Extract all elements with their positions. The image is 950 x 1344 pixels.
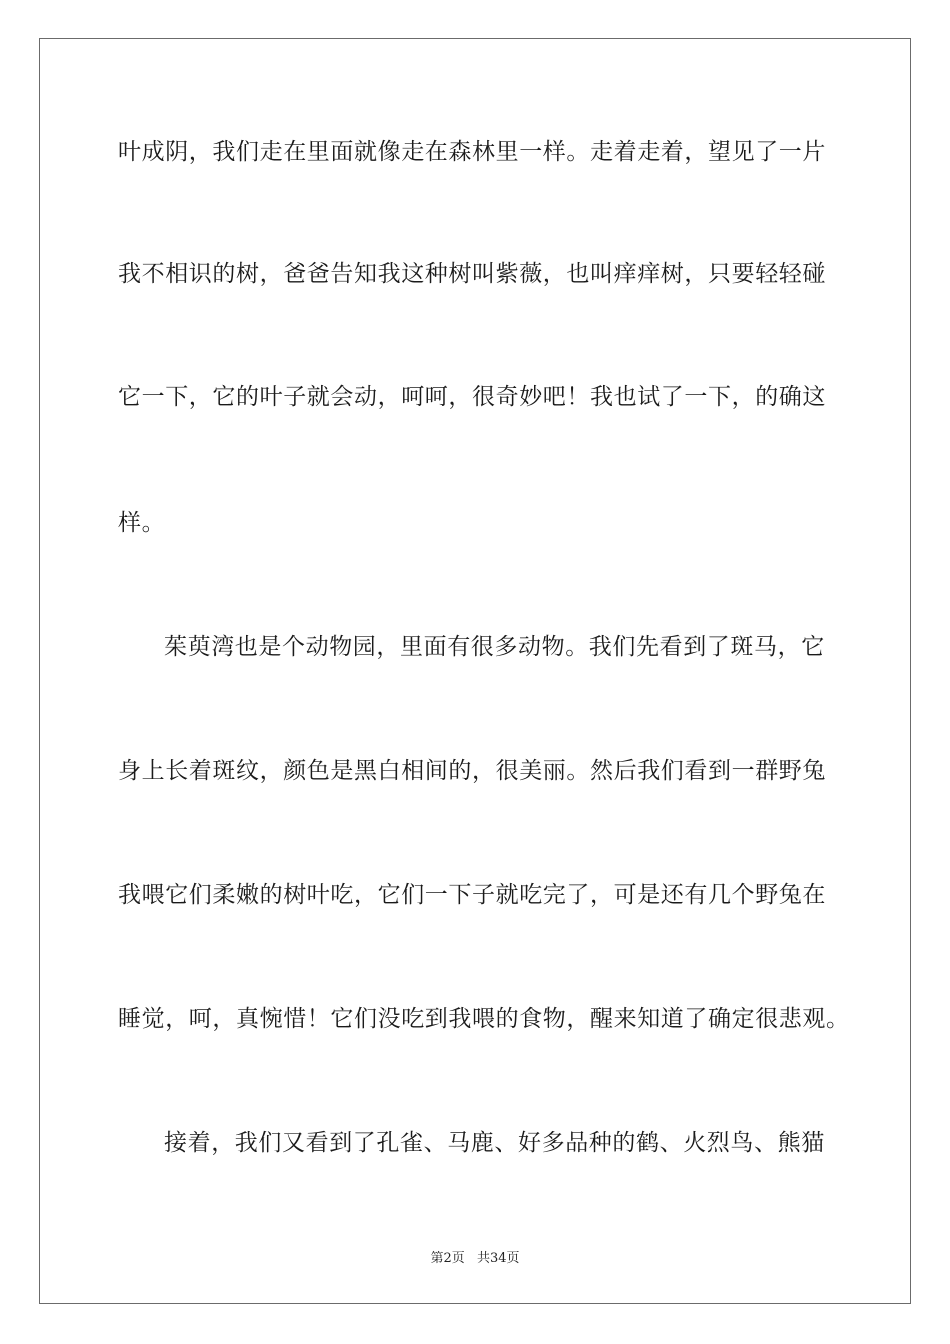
page-number: 第2页	[430, 1251, 465, 1266]
text-line-4: 样。	[118, 510, 166, 536]
text-line-6: 身上长着斑纹，颜色是黑白相间的，很美丽。然后我们看到一群野兔	[118, 758, 826, 784]
text-line-5: 茱萸湾也是个动物园，里面有很多动物。我们先看到了斑马，它	[164, 634, 825, 660]
text-line-1: 叶成阴，我们走在里面就像走在森林里一样。走着走着，望见了一片	[118, 139, 826, 165]
text-line-7: 我喂它们柔嫩的树叶吃，它们一下子就吃完了，可是还有几个野兔在	[118, 882, 826, 908]
text-line-8: 睡觉，呵，真惋惜！它们没吃到我喂的食物，醒来知道了确定很悲观。	[118, 1006, 850, 1032]
page-total: 共34页	[476, 1251, 520, 1266]
text-line-2: 我不相识的树，爸爸告知我这种树叫紫薇，也叫痒痒树，只要轻轻碰	[118, 261, 826, 287]
page-border	[39, 38, 911, 1304]
text-line-3: 它一下，它的叶子就会动，呵呵，很奇妙吧！我也试了一下，的确这	[118, 384, 826, 410]
page-footer	[0, 1247, 950, 1266]
text-line-9: 接着，我们又看到了孔雀、马鹿、好多品种的鹤、火烈鸟、熊猫	[164, 1130, 825, 1156]
